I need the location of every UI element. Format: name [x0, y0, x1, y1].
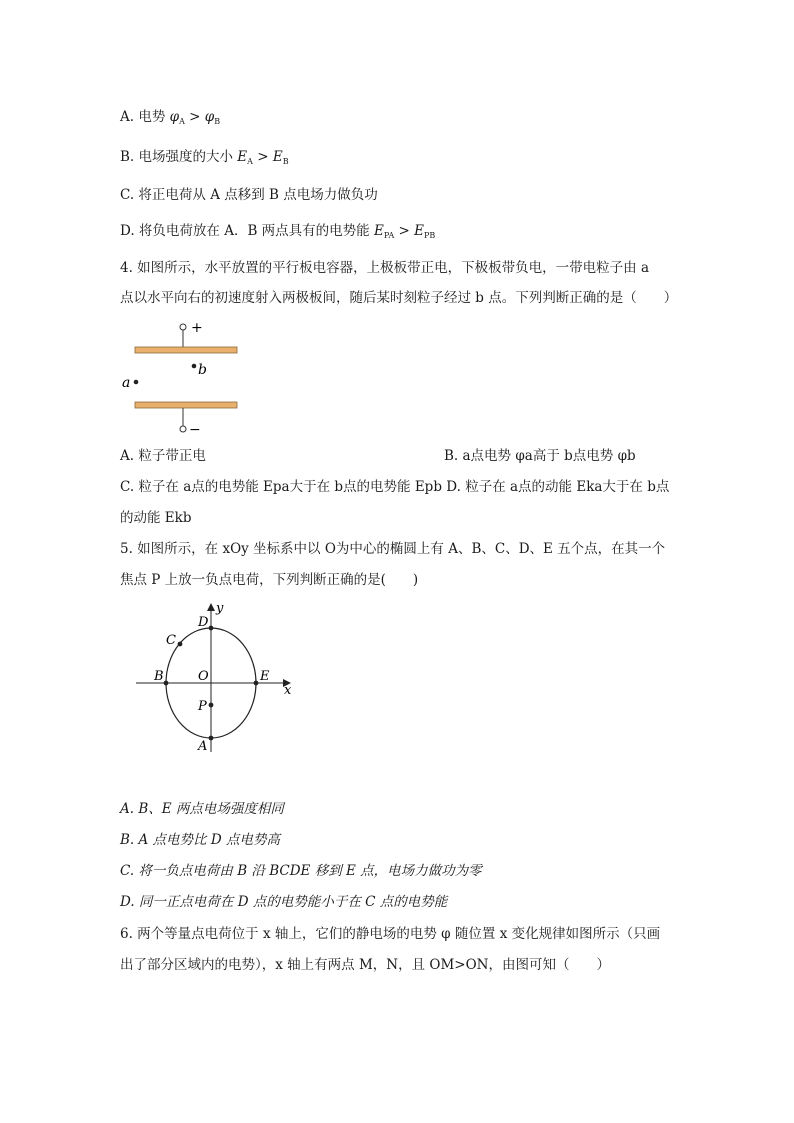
q4-option-d-cont: 的动能 Ekb — [120, 510, 192, 526]
svg-text:y: y — [216, 601, 224, 616]
svg-text:x: x — [284, 683, 292, 698]
point-b — [192, 364, 197, 369]
q5-option-c: C. 将一负点电荷由 B 沿 BCDE 移到 E 点，电场力做功为零 — [120, 863, 482, 879]
point-C — [178, 642, 183, 647]
q3-option-a: A. 电势 $\varphi_A > \varphi_B$ — [120, 109, 221, 126]
svg-text:a: a — [122, 375, 131, 391]
q4-stem-line1: 4. 如图所示，水平放置的平行板电容器，上极板带正电，下极板带负电，一带电粒子由 a — [120, 260, 650, 276]
q5-option-a: A. B、E 两点电场强度相同 — [120, 801, 284, 817]
q4-option-c-d: C. 粒子在 a点的电势能 Epa大于在 b点的电势能 Epb D. 粒子在 a点的动能 Eka大于在 b点 — [120, 479, 670, 495]
svg-text:B: B — [154, 669, 164, 684]
svg-text:P: P — [198, 699, 207, 714]
q4-stem-line2: 点以水平向右的初速度射入两极板间，随后某时刻粒子经过 b 点。下列判断正确的是（ ） — [120, 290, 678, 306]
minus-sign: − — [189, 422, 201, 438]
svg-text:E: E — [260, 669, 270, 684]
point-B — [164, 681, 169, 686]
q5-stem-line2: 焦点 P 上放一负点电荷，下列判断正确的是( ) — [120, 572, 419, 588]
ellipse-figure — [130, 600, 300, 760]
q6-stem-line2: 出了部分区域内的电势），x 轴上有两点 M，N，且 OM>ON，由图可知（ ） — [120, 957, 610, 973]
lower-plate — [135, 402, 237, 408]
point-a — [134, 380, 139, 385]
q3-option-b: B. 电场强度的大小 $E_A > E_B$ — [120, 149, 289, 166]
svg-text:O: O — [198, 669, 209, 684]
point-D — [209, 626, 214, 631]
q5-option-d: D. 同一正点电荷在 D 点的电势能小于在 C 点的电势能 — [120, 894, 448, 910]
point-E — [254, 681, 259, 686]
q5-stem-line1: 5. 如图所示，在 xOy 坐标系中以 O为中心的椭圆上有 A、B、C、D、E 五个点，在其一个 — [120, 541, 666, 557]
upper-plate — [135, 347, 237, 353]
q3-option-d: D. 将负电荷放在 A．B 两点具有的电势能 $E_{PA} > E_{PB}$ — [120, 223, 436, 240]
svg-text:C: C — [166, 633, 176, 648]
svg-text:D: D — [198, 615, 209, 630]
svg-text:A: A — [198, 739, 208, 754]
point-A — [209, 736, 214, 741]
q5-option-b: B. A 点电势比 D 点电势高 — [120, 832, 280, 848]
svg-text:b: b — [198, 362, 207, 378]
q4-option-b: B. a点电势 φa高于 b点电势 φb — [444, 448, 636, 464]
q4-option-a: A. 粒子带正电 — [120, 448, 206, 464]
q3-option-c: C. 将正电荷从 A 点移到 B 点电场力做负功 — [120, 187, 378, 203]
plus-sign: + — [191, 320, 203, 336]
point-P — [209, 703, 214, 708]
q6-stem-line1: 6. 两个等量点电荷位于 x 轴上，它们的静电场的电势 φ 随位置 x 变化规律如图所示（只画 — [120, 926, 661, 942]
capacitor-figure — [118, 318, 248, 438]
